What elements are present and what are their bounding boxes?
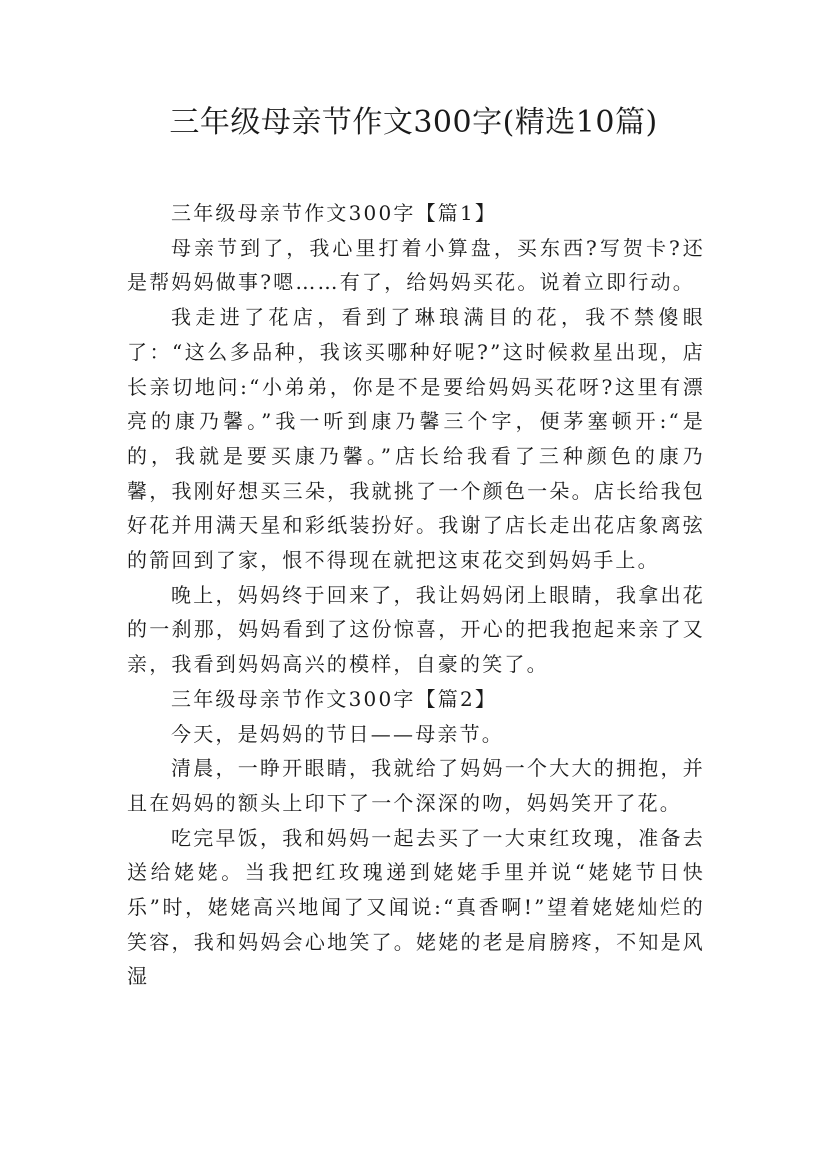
paragraph: 清晨，一睁开眼睛，我就给了妈妈一个大大的拥抱，并且在妈妈的额头上印下了一个深深的吻，妈妈笑开了花。 (127, 756, 705, 815)
paragraph: 母亲节到了，我心里打着小算盘，买东西?写贺卡?还是帮妈妈做事?嗯……有了，给妈妈买花。说着立即行动。 (127, 235, 705, 295)
paragraph: 今天，是妈妈的节日——母亲节。 (171, 721, 504, 746)
paragraph: 我走进了花店，看到了琳琅满目的花，我不禁傻眼了：“这么多品种，我该买哪种好呢?”这时候救星出现，店长亲切地问:“小弟弟，你是不是要给妈妈买花呀?这里有漂亮的康乃馨。”我一听到康乃馨三个字，便茅塞顿开:“是的，我就是要买康乃馨。”店长给我看了三种颜色的康乃馨，我刚好想买三朵，我就挑了一个颜色一朵。店长给我包好花并用满天星和彩纸装扮好。我谢了店长走出花店象离弦的箭回到了家，恨不得现在就把这束花交到妈妈手上。 (127, 305, 705, 573)
section-heading-2: 三年级母亲节作文300字【篇2】 (171, 686, 498, 711)
document-body (127, 196, 705, 994)
paragraph: 吃完早饭，我和妈妈一起去买了一大束红玫瑰，准备去送给姥姥。当我把红玫瑰递到姥姥手里并说“姥姥节日快乐”时，姥姥高兴地闻了又闻说:“真香啊!”望着姥姥灿烂的笑容，我和妈妈会心地笑了。姥姥的老是肩膀疼，不知是风湿 (127, 825, 705, 989)
document-title: 三年级母亲节作文300字(精选10篇) (169, 105, 658, 140)
section-heading-1: 三年级母亲节作文300字【篇1】 (171, 201, 498, 225)
paragraph: 晚上，妈妈终于回来了，我让妈妈闭上眼睛，我拿出花的一刹那，妈妈看到了这份惊喜，开心的把我抱起来亲了又亲，我看到妈妈高兴的模样，自豪的笑了。 (127, 582, 705, 677)
